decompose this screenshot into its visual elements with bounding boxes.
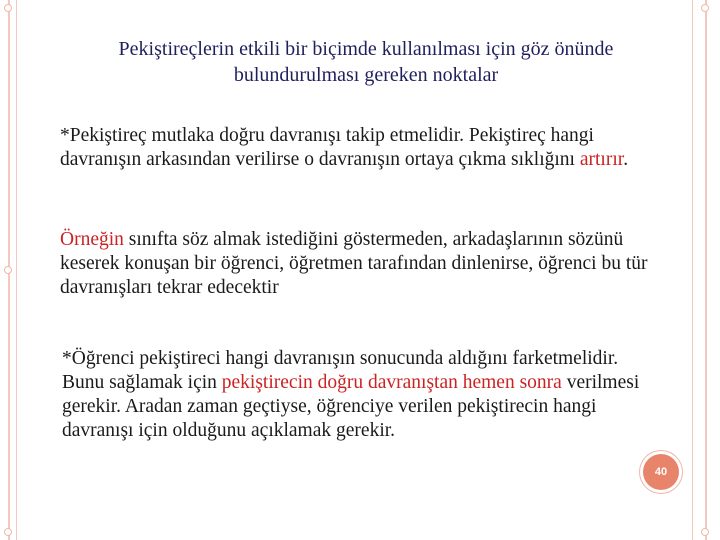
page-number: 40 — [654, 466, 668, 478]
frame-dot-left-middle — [4, 266, 12, 274]
paragraph-1-highlight: artırır — [579, 149, 624, 170]
frame-dot-left-top — [4, 4, 12, 12]
frame-line-right-inner — [692, 0, 693, 540]
frame-line-left-inner — [16, 0, 17, 540]
paragraph-3-text-a: *Öğrenci pekiştireci hangi davranışın sonucunda aldığını farketmelidir. Bunu sağlamak için — [62, 348, 619, 393]
frame-dot-right-bottom — [701, 528, 709, 536]
paragraph-3-text-b: verilmesi gerekir. Aradan zaman geçtiyse, öğrenciye verilen pekiştirecin hangi davranışı için olduğunu açıklamak gerekir. — [62, 372, 640, 441]
frame-dot-left-bottom — [4, 528, 12, 536]
paragraph-1-text-b: . — [623, 149, 629, 170]
page-number-badge — [643, 454, 679, 490]
paragraph-1-text-a: *Pekiştireç mutlaka doğru davranışı takip etmelidir. Pekiştireç hangi davranışın arkasından verilirse o davranışın ortaya çıkma sıklığını — [60, 125, 594, 170]
paragraph-student-awareness — [62, 347, 652, 443]
frame-dot-right-top — [701, 4, 709, 12]
paragraph-2-text: sınıfta söz almak istediğini göstermeden, arkadaşlarının sözünü keserek konuşan bir öğrenci, öğretmen tarafından dinlenirse, öğrenci bu tür davranışları tekrar edecektir — [60, 229, 648, 298]
paragraph-3-highlight: pekiştirecin doğru davranıştan hemen sonra — [221, 372, 562, 393]
paragraph-2-highlight: Örneğin — [60, 229, 124, 250]
paragraph-example — [60, 228, 680, 300]
slide-title: Pekiştireçlerin etkili bir biçimde kullanılması için göz önünde bulundurulması gereken noktalar — [118, 38, 614, 86]
frame-line-right-outer — [705, 0, 707, 540]
paragraph-reinforcer-follows-behavior — [60, 124, 680, 172]
